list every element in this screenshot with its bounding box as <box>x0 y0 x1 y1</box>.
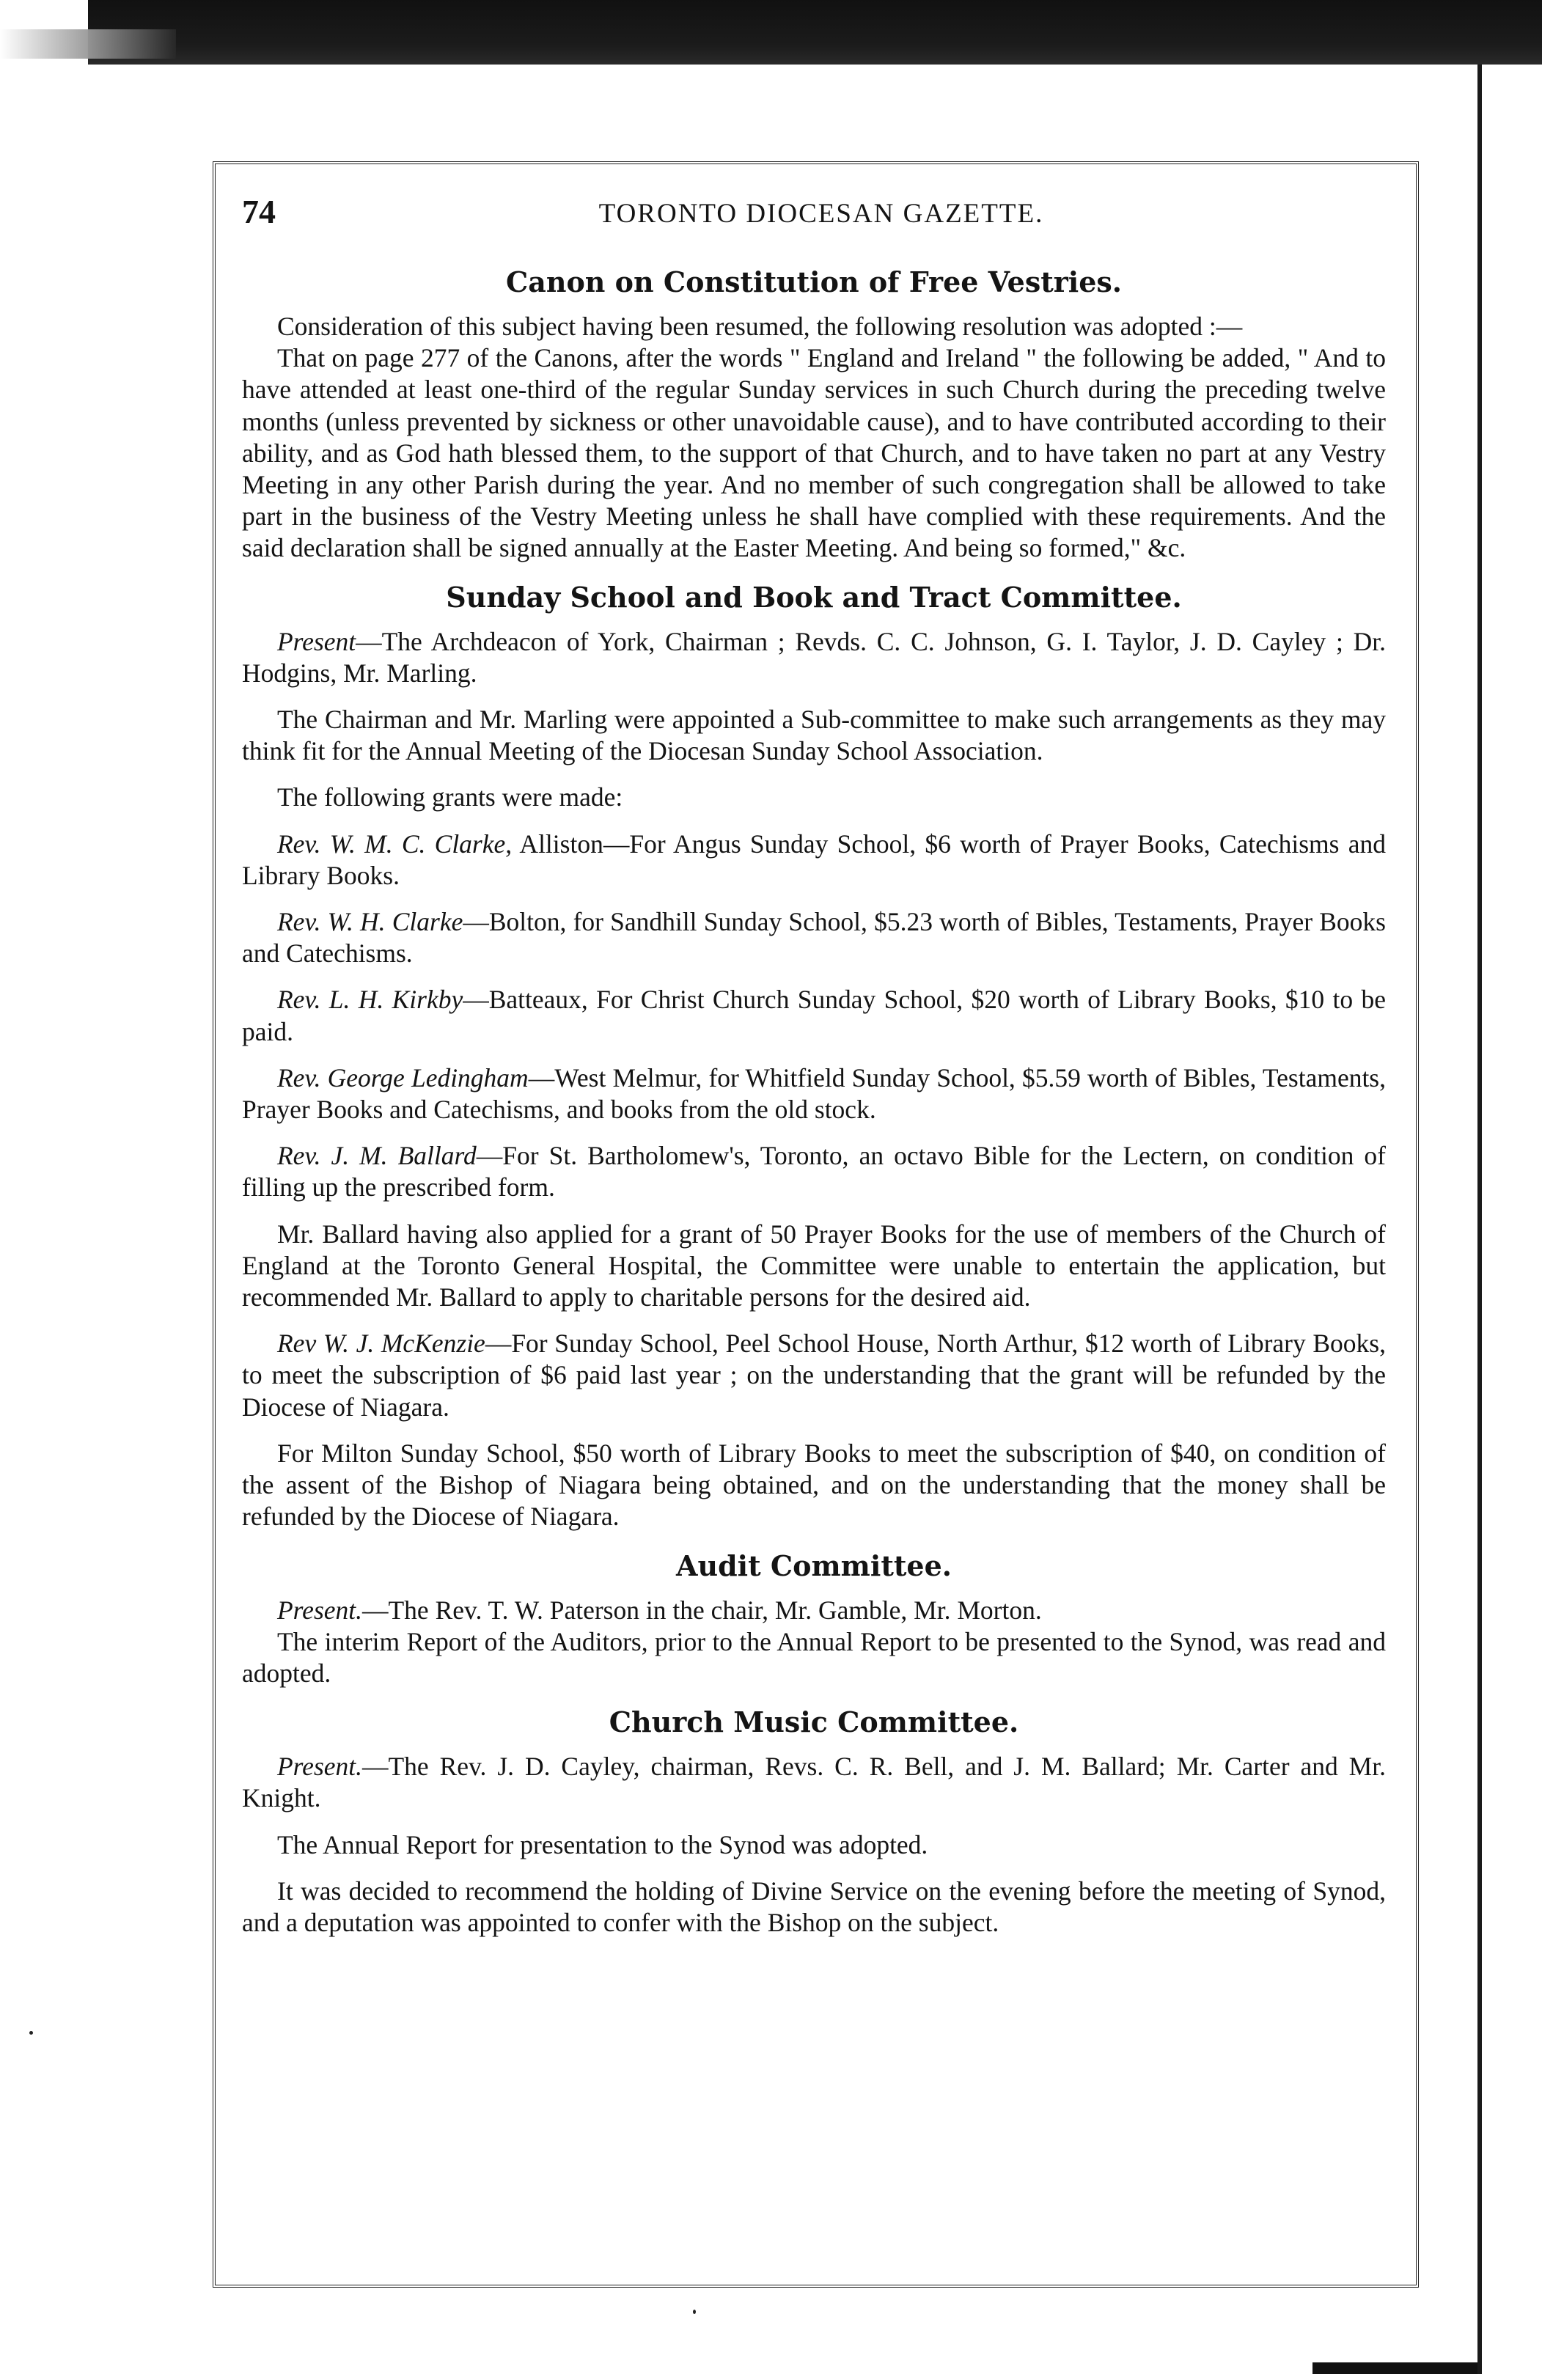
page-header <box>242 192 1400 243</box>
section-heading: Canon on Constitution of Free Vestries. <box>505 265 1123 298</box>
section-heading: Audit Committee. <box>675 1549 952 1582</box>
paragraph-text: —For St. Bartholomew's, Toronto, an octavo Bible for the Lectern, on condition of filling up the prescribed form. <box>242 1141 1386 1202</box>
grant-entry <box>242 829 1386 892</box>
paragraph: The interim Report of the Auditors, prior to the Annual Report to be presented to the Synod, was read and adopted. <box>242 1626 1386 1688</box>
scan-border-right <box>1477 65 1482 2374</box>
scan-border-top-fade <box>0 29 176 59</box>
grant-entry <box>242 1140 1386 1203</box>
paragraph-lead: Present. <box>277 1752 362 1782</box>
paragraph <box>242 1595 1386 1626</box>
paragraph-text: Alliston—For Angus Sunday School, $6 worth of Prayer Books, Catechisms and Library Books. <box>242 829 1386 890</box>
section-heading: Sunday School and Book and Tract Committee. <box>446 580 1182 614</box>
paragraph <box>242 1751 1386 1814</box>
paragraph-lead: Present <box>277 626 356 656</box>
scan-border-bottom <box>1312 2362 1477 2374</box>
paragraph: The following grants were made: <box>277 782 623 812</box>
paragraph: The Annual Report for presentation to the Synod was adopted. <box>277 1829 928 1859</box>
scan-border-top <box>88 0 1542 65</box>
running-title: TORONTO DIOCESAN GAZETTE. <box>598 199 1044 229</box>
page-number: 74 <box>242 193 276 230</box>
paragraph: That on page 277 of the Canons, after the words " England and Ireland " the following be added, " And to have attended at least one-third of the regular Sunday services in such Church during the preceding twelve months (unless prevented by sickness or other unavoidable cause), and to have contributed according to their ability, and as God hath blessed them, to the support of that Church, and to have taken no part at any Vestry Meeting in any other Parish during the year. And no member of such congregation shall be allowed to take part in the business of the Vestry Meeting unless he shall have complied with these requirements. And the said declaration shall be signed annually at the Easter Meeting. And being so formed," &c. <box>242 343 1386 563</box>
paragraph-text: —The Rev. T. W. Paterson in the chair, Mr. Gamble, Mr. Morton. <box>362 1595 1042 1625</box>
scan-speck <box>693 2310 696 2314</box>
paragraph: For Milton Sunday School, $50 worth of Library Books to meet the subscription of $40, on condition of the assent of the Bishop of Niagara being obtained, and on the understanding that the money shall be refunded by the Diocese of Niagara. <box>242 1438 1386 1532</box>
paragraph <box>242 626 1386 689</box>
paragraph: Mr. Ballard having also applied for a grant of 50 Prayer Books for the use of members of the Church of England at the Toronto General Hospital, the Committee were unable to entertain the application, but recommended Mr. Ballard to apply to charitable persons for the desired aid. <box>242 1219 1386 1312</box>
grant-entry <box>242 906 1386 969</box>
grant-entry <box>242 984 1386 1047</box>
grant-entry <box>242 1328 1386 1423</box>
article-body <box>242 264 1386 1953</box>
paragraph-lead: Rev. L. H. Kirkby <box>277 985 463 1015</box>
paragraph-lead: Rev. W. H. Clarke <box>277 907 463 937</box>
paragraph-lead: Rev. W. M. C. Clarke, <box>277 829 513 859</box>
paragraph-text: —West Melmur, for Whitfield Sunday School, $5.59 worth of Bibles, Testaments, Prayer Books and Catechisms, and books from the old stock. <box>242 1062 1386 1125</box>
paragraph-text: —Batteaux, For Christ Church Sunday School, $20 worth of Library Books, $10 to be paid. <box>242 985 1386 1046</box>
paragraph: Consideration of this subject having been resumed, the following resolution was adopted :— <box>277 312 1243 341</box>
paragraph-lead: Present. <box>277 1595 362 1625</box>
paragraph-lead: Rev W. J. McKenzie <box>277 1329 485 1359</box>
paragraph-text: —Bolton, for Sandhill Sunday School, $5.23 worth of Bibles, Testaments, Prayer Books and Catechisms. <box>242 907 1386 969</box>
grant-entry <box>242 1062 1386 1125</box>
paragraph-text: —The Rev. J. D. Cayley, chairman, Revs. C. R. Bell, and J. M. Ballard; Mr. Carter and Mr. Knight. <box>242 1752 1386 1813</box>
paragraph: The Chairman and Mr. Marling were appointed a Sub-committee to make such arrangements as they may think fit for the Annual Meeting of the Diocesan Sunday School Association. <box>242 705 1386 766</box>
paragraph-text: —For Sunday School, Peel School House, North Arthur, $12 worth of Library Books, to meet the subscription of $6 paid last year ; on the understanding that the grant will be refunded by the Diocese of Niagara. <box>242 1329 1386 1422</box>
paragraph-text: —The Archdeacon of York, Chairman ; Revds. C. C. Johnson, G. I. Taylor, J. D. Cayley ; Dr. Hodgins, Mr. Marling. <box>242 626 1386 688</box>
paragraph-lead: Rev. J. M. Ballard <box>277 1141 477 1171</box>
scan-speck <box>29 2031 33 2035</box>
paragraph: It was decided to recommend the holding of Divine Service on the evening before the meeting of Synod, and a deputation was appointed to confer with the Bishop on the subject. <box>242 1876 1386 1937</box>
paragraph-lead: Rev. George Ledingham <box>277 1062 529 1092</box>
section-heading: Church Music Committee. <box>609 1705 1019 1739</box>
